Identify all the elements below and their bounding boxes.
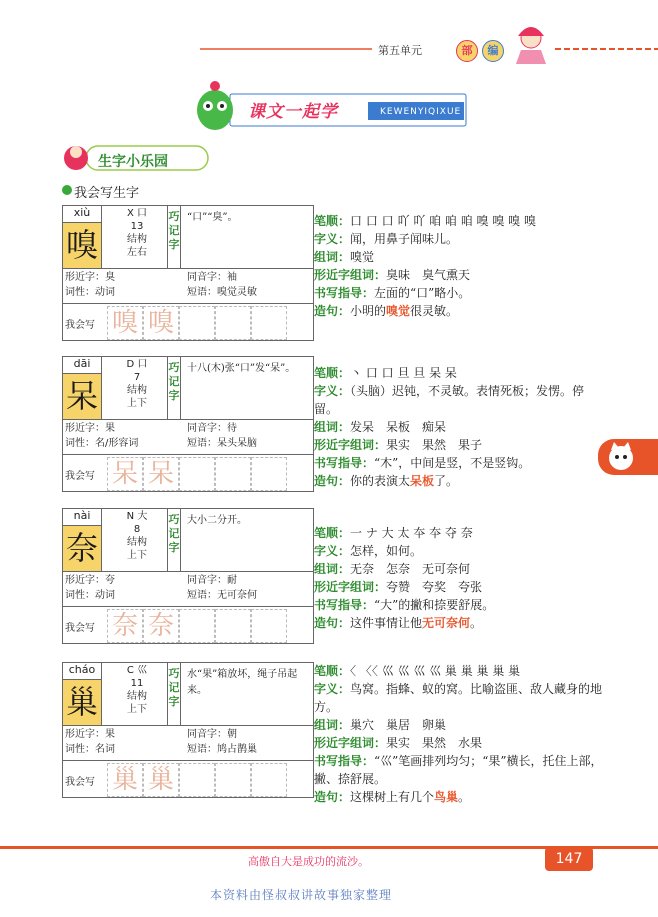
practice-box[interactable]: 呆: [143, 457, 179, 491]
similar-words: 果实 果然 水果: [386, 736, 483, 750]
practice-box-empty[interactable]: [251, 763, 287, 797]
pinyin: dāi: [63, 357, 102, 374]
char-facts: 形近字：果 同音字：朝 词性：名词 短语：鸠占鹊巢: [63, 726, 313, 761]
similar-words: 夸赞 夸奖 夸张: [386, 580, 483, 594]
green-monster-icon: [190, 78, 240, 134]
cat-face-icon: [604, 440, 638, 474]
practice-box-empty[interactable]: [179, 306, 215, 340]
section-title: 生字小乐园: [98, 154, 168, 170]
qiao-ji-zi: 巧 记 字: [167, 206, 181, 268]
practice-box[interactable]: 巢: [107, 763, 143, 797]
writing-guide: “大”的撇和捺要舒展。: [374, 598, 495, 612]
char-detail-nai: 笔顺：一 ナ 大 太 夲 夲 夺 奈 字义：怎样，如何。 组词：无奈 怎奈 无可奈何 形近字组词：夸赞 夸奖 夸张 书写指导：“大”的撇和捺要舒展。 造句：这件事情让他无可奈何。: [314, 526, 495, 630]
stroke-info: X 口 13 结构 左右: [126, 208, 148, 258]
char-facts: 形近字：臭 同音字：袖 词性：动词 短语：嗅觉灵敏: [63, 269, 313, 304]
practice-row: 我会写 奈 奈: [63, 607, 313, 643]
side-tab: [598, 439, 658, 475]
practice-box-empty[interactable]: [179, 457, 215, 491]
word-formation: 嗅觉: [350, 250, 375, 264]
char-detail-xiu: 笔顺：口 口 口 吖 吖 咱 咱 咱 嗅 嗅 嗅 嗅 字义：闻，用鼻子闻味儿。 组词：嗅觉 形近字组词：臭味 臭气熏天 书写指导：左面的“口”略小。 造句：小明的嗅觉很灵敏。: [314, 214, 536, 318]
practice-box-empty[interactable]: [215, 306, 251, 340]
meaning: （头脑）迟钝，不灵敏。表情死板；发愣。停留。: [314, 384, 585, 416]
practice-box[interactable]: 嗅: [107, 306, 143, 340]
word-formation: 巢穴 巢居 卵巢: [350, 718, 447, 732]
stroke-order: 口 口 口 吖 吖 咱 咱 咱 嗅 嗅 嗅 嗅: [350, 214, 536, 228]
stroke-order: 〈 〈〈 巛 巛 巛 巛 巢 巢 巢 巢 巢: [350, 664, 521, 678]
practice-box-empty[interactable]: [251, 306, 287, 340]
word-formation: 无奈 怎奈 无可奈何: [350, 562, 471, 576]
memory-tip: “口”“臭”。: [187, 212, 238, 223]
char-card-chao: [62, 662, 314, 798]
footer-credit: 本资料由怪叔叔讲故事独家整理: [210, 888, 393, 902]
stroke-order: 一 ナ 大 太 夲 夲 夺 奈: [350, 526, 473, 540]
header-dash-line: [0, 44, 658, 54]
writing-guide: “木”，中间是竖，不是竖钩。: [374, 456, 531, 470]
practice-box[interactable]: 呆: [107, 457, 143, 491]
stroke-info: N 大 8 结构 上下: [126, 511, 148, 561]
big-char: 嗅: [63, 223, 102, 268]
char-detail-dai: 笔顺：丶 口 口 旦 旦 呆 呆 字义：（头脑）迟钝，不灵敏。表情死板；发愣。停留。 组词：发呆 呆板 痴呆 形近字组词：果实 果然 果子 书写指导：“木”，中间是竖，不是竖钩。 造句：你的表演太呆板了。: [314, 366, 585, 488]
similar-words: 臭味 臭气熏天: [386, 268, 471, 282]
char-facts: 形近字：夸 同音字：耐 词性：动词 短语：无可奈何: [63, 572, 313, 607]
practice-box-empty[interactable]: [215, 763, 251, 797]
char-card-dai: [62, 356, 314, 492]
char-card-xiu: [62, 205, 314, 341]
practice-box[interactable]: 巢: [143, 763, 179, 797]
pinyin: cháo: [63, 663, 102, 680]
char-card-nai: [62, 508, 314, 644]
practice-box[interactable]: 嗅: [143, 306, 179, 340]
meaning: 闻，用鼻子闻味儿。: [350, 232, 459, 246]
word-formation: 发呆 呆板 痴呆: [350, 420, 447, 434]
meaning: 鸟窝。指蜂、蚁的窝。比喻盗匪、敌人藏身的地方。: [314, 682, 603, 714]
page-number: 147: [545, 847, 593, 871]
practice-box-empty[interactable]: [215, 609, 251, 643]
practice-row: 我会写 呆 呆: [63, 455, 313, 491]
char-facts: 形近字：果 同音字：待 词性：名/形容词 短语：呆头呆脑: [63, 420, 313, 455]
practice-box-empty[interactable]: [179, 609, 215, 643]
practice-row: 我会写 巢 巢: [63, 761, 313, 797]
badge-bian: 编: [482, 40, 504, 62]
practice-box-empty[interactable]: [251, 457, 287, 491]
badge-bu: 部: [456, 40, 478, 62]
girl-mascot-icon: [506, 22, 556, 66]
writing-guide: 左面的“口”略小。: [374, 286, 471, 300]
bullet-dot-icon: [62, 185, 72, 195]
char-detail-chao: 笔顺：〈 〈〈 巛 巛 巛 巛 巢 巢 巢 巢 巢 字义：鸟窝。指蜂、蚁的窝。比喻盗匪、敌人藏身的地方。 组词：巢穴 巢居 卵巢 形近字组词：果实 果然 水果 书写指导：“巛”笔画排列均匀；“果”横长，托住上部，撇、捺舒展。 造句：这棵树上有几个鸟巢。: [314, 664, 603, 804]
memory-tip: 十八(木)张“口”发“呆”。: [187, 363, 296, 374]
stroke-info: D 口 7 结构 上下: [126, 359, 148, 409]
pinyin: nài: [63, 509, 102, 526]
memory-tip: 大小二分开。: [187, 515, 247, 526]
memory-tip: 水“果”箱放坏，绳子吊起来。: [187, 669, 298, 696]
section-subtitle: 我会写生字: [74, 186, 140, 201]
practice-box-empty[interactable]: [251, 609, 287, 643]
unit-label: 第五单元: [378, 44, 422, 57]
qiao-ji-zi: 巧 记 字: [167, 509, 181, 571]
similar-words: 果实 果然 果子: [386, 438, 483, 452]
practice-row: 我会写 嗅 嗅: [63, 304, 313, 340]
banner-subtitle: KEWENYIQIXUE: [380, 107, 462, 117]
practice-box[interactable]: 奈: [143, 609, 179, 643]
qiao-ji-zi: 巧 记 字: [167, 663, 181, 725]
big-char: 奈: [63, 526, 102, 571]
qiao-ji-zi: 巧 记 字: [167, 357, 181, 419]
writing-guide: “巛”笔画排列均匀；“果”横长，托住上部，撇、捺舒展。: [314, 754, 603, 786]
pinyin: xiù: [63, 206, 102, 223]
practice-box-empty[interactable]: [179, 763, 215, 797]
practice-box[interactable]: 奈: [107, 609, 143, 643]
stroke-info: C 巛 11 结构 上下: [126, 665, 148, 715]
meaning: 怎样，如何。: [350, 544, 423, 558]
stroke-order: 丶 口 口 旦 旦 呆 呆: [350, 366, 457, 380]
big-char: 巢: [63, 680, 102, 725]
big-char: 呆: [63, 374, 102, 419]
footer-motto: 高傲自大是成功的流沙。: [248, 855, 369, 868]
banner-title: 课文一起学: [248, 102, 338, 122]
practice-box-empty[interactable]: [215, 457, 251, 491]
